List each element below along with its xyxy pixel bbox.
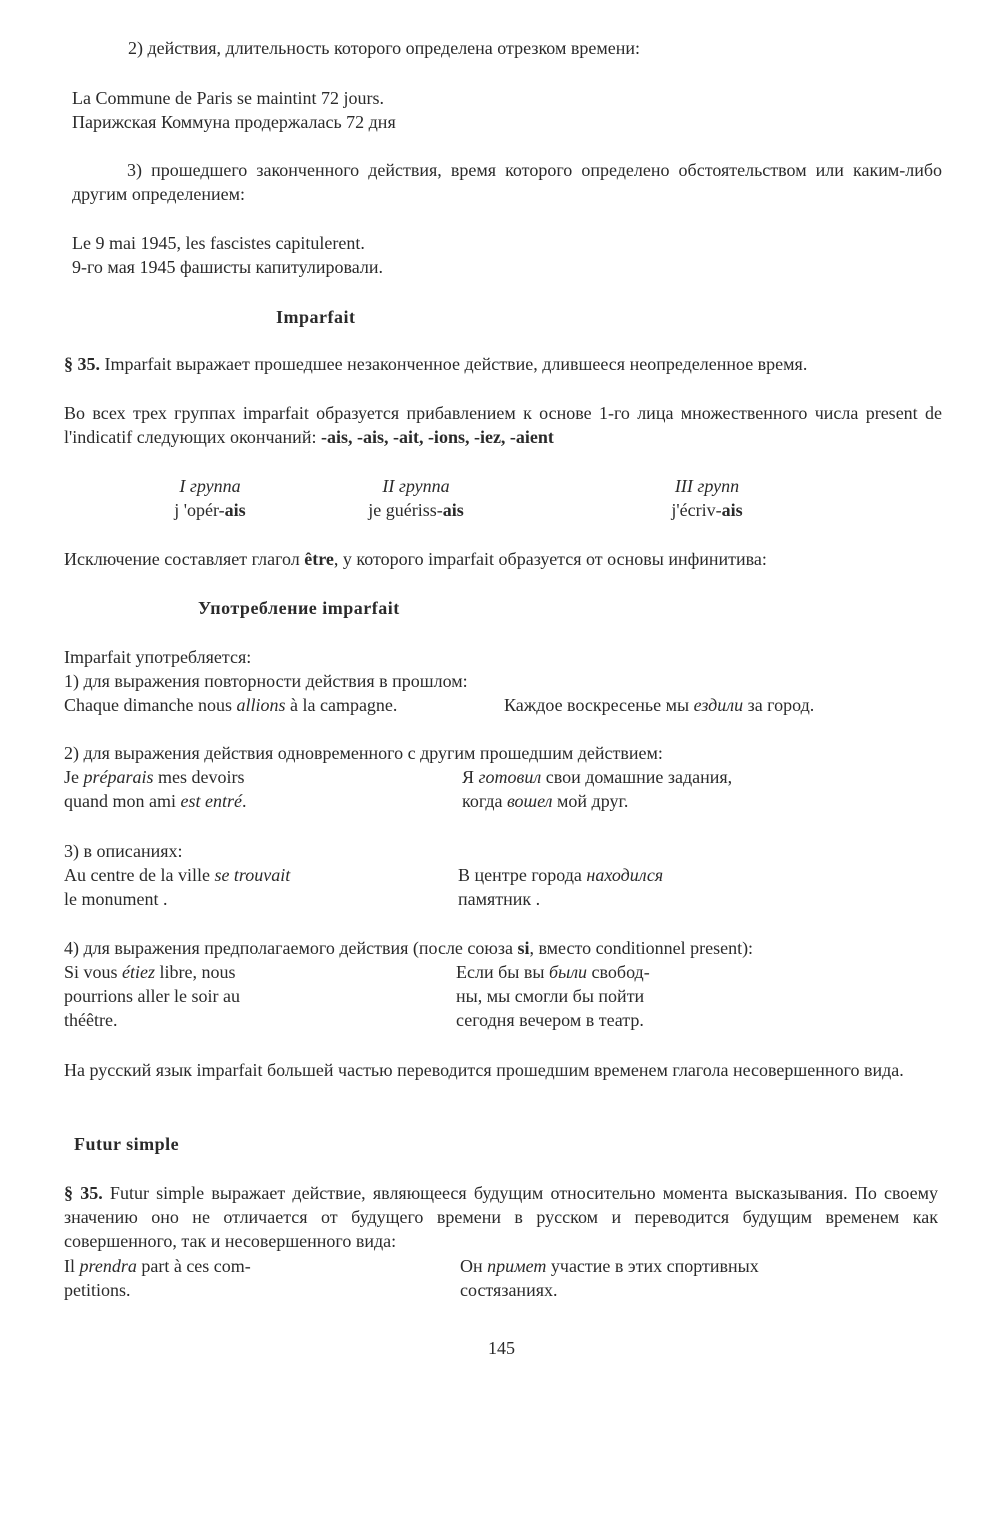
example-french-line-2: le monument . xyxy=(64,889,168,909)
example-russian-end: свобод- xyxy=(587,962,650,982)
example-french-end: libre, nous xyxy=(155,962,236,982)
example-russian: Если бы вы xyxy=(456,962,549,982)
usage-2-translation xyxy=(462,765,732,813)
example-french: Il xyxy=(64,1256,80,1276)
example-commune xyxy=(72,86,396,134)
group-3 xyxy=(617,474,797,522)
verb-italic: были xyxy=(548,962,588,982)
paragraph-item-3: 3) прошедшего законченного действия, время которого определено обстоятельством или каким-либо другим определением: xyxy=(72,160,942,204)
paragraph-formation xyxy=(64,401,942,449)
paragraph-35-imparfait xyxy=(64,352,942,376)
usage-4-text-end: , вместо conditionnel present): xyxy=(529,938,754,958)
verb-italic: étiez xyxy=(122,962,156,982)
verb-italic: ездили xyxy=(693,695,744,715)
usage-1-title: 1) для выражения повторности действия в прошлом: xyxy=(64,671,468,691)
example-russian: 9-го мая 1945 фашисты капитулировали. xyxy=(72,257,384,277)
section-number: § 35. xyxy=(64,1183,103,1203)
example-french: Au centre de la ville xyxy=(64,865,215,885)
usage-4-text: 4) для выражения предполагаемого действия (после союза xyxy=(64,938,518,958)
example-french-line-2: pourrions aller le soir au xyxy=(64,986,240,1006)
exception-text-end: , у которого imparfait образуется от основы инфинитива: xyxy=(333,549,767,569)
example-french: quand mon ami xyxy=(64,791,181,811)
usage-3-title: 3) в описаниях: xyxy=(64,841,183,861)
exception-text: Исключение составляет глагол xyxy=(64,549,305,569)
example-french: Chaque dimanche nous xyxy=(64,695,237,715)
usage-4-title xyxy=(64,936,753,960)
paragraph-exception xyxy=(64,547,767,571)
page-number: 145 xyxy=(488,1338,515,1358)
example-russian: Каждое воскресенье мы xyxy=(504,695,694,715)
group-stem: j'écriv- xyxy=(671,500,722,520)
usage-3-example xyxy=(64,863,290,911)
example-russian-end: мой друг. xyxy=(552,791,629,811)
section-text: Futur simple выражает действие, являющееся будущим относительно момента высказывания. По своему значению оно не отличается от будущего времени в русском и переводится будущим временем как совершенного, так и несовершенного вида: xyxy=(64,1183,939,1251)
verb-italic: allions xyxy=(236,695,286,715)
futur-translation xyxy=(460,1254,759,1302)
group-stem: je guériss- xyxy=(368,500,443,520)
example-french-end: mes devoirs xyxy=(153,767,245,787)
usage-3-translation xyxy=(458,863,663,911)
endings-list: -ais, -ais, -ait, -ions, -iez, -aient xyxy=(320,427,554,447)
verb-italic: prendra xyxy=(79,1256,137,1276)
example-russian-line-2: состязаниях. xyxy=(460,1280,558,1300)
paragraph-item-2: 2) действия, длительность которого определена отрезком времени: xyxy=(128,38,640,58)
example-french-end: part à ces com- xyxy=(136,1256,251,1276)
example-french-line-2: petitions. xyxy=(64,1280,131,1300)
verb-italic: находился xyxy=(586,865,664,885)
example-russian: В центре города xyxy=(458,865,587,885)
example-russian: Парижская Коммуна продержалась 72 дня xyxy=(72,112,396,132)
group-1 xyxy=(120,474,300,522)
example-russian-line-3: сегодня вечером в театр. xyxy=(456,1010,644,1030)
usage-1-example xyxy=(64,693,397,717)
group-ending: ais xyxy=(721,500,743,520)
group-stem: j 'opér- xyxy=(174,500,225,520)
example-russian: Я xyxy=(462,767,479,787)
verb-italic: préparais xyxy=(83,767,154,787)
example-french-end: à la campagne. xyxy=(285,695,398,715)
verb-italic: est entré xyxy=(180,791,242,811)
section-text: Imparfait выражает прошедшее незаконченное действие, длившееся неопределенное время. xyxy=(100,354,808,374)
verb-italic: готовил xyxy=(478,767,542,787)
verb-italic: примет xyxy=(487,1256,547,1276)
exception-verb: être xyxy=(304,549,334,569)
group-ending: ais xyxy=(442,500,464,520)
verb-italic: вошел xyxy=(506,791,553,811)
usage-intro: Imparfait употребляется: xyxy=(64,647,252,667)
futur-example xyxy=(64,1254,251,1302)
example-russian-end: свои домашние задания, xyxy=(541,767,733,787)
example-russian-line-2: памятник . xyxy=(458,889,541,909)
usage-4-translation xyxy=(456,960,650,1032)
usage-4-example xyxy=(64,960,240,1032)
heading-futur-simple: Futur simple xyxy=(74,1134,180,1154)
example-french: Le 9 mai 1945, les fascistes capitulerent. xyxy=(72,233,365,253)
conjugation-groups xyxy=(0,474,1003,524)
example-russian-end: участие в этих спортивных xyxy=(546,1256,759,1276)
example-russian-end: за город. xyxy=(743,695,815,715)
example-capitulation xyxy=(72,231,383,279)
example-russian: когда xyxy=(462,791,507,811)
paragraph-35-futur xyxy=(64,1181,938,1253)
example-russian: Он xyxy=(460,1256,488,1276)
formation-text: Во всех трех группах imparfait образуется прибавлением к основе 1-го лица множественного числа present de l'indicatif следующих окончаний: xyxy=(64,403,942,447)
section-number: § 35. xyxy=(64,354,100,374)
group-title: I группа xyxy=(179,476,241,496)
heading-usage: Употребление imparfait xyxy=(198,598,400,618)
example-russian-line-2: ны, мы смогли бы пойти xyxy=(456,986,645,1006)
example-french-line-3: théêtre. xyxy=(64,1010,118,1030)
example-french: Si vous xyxy=(64,962,123,982)
example-french-end: . xyxy=(241,791,247,811)
usage-2-example xyxy=(64,765,246,813)
usage-1-translation xyxy=(504,693,814,717)
example-french: Je xyxy=(64,767,84,787)
group-title: III групп xyxy=(674,476,740,496)
example-french: La Commune de Paris se maintint 72 jours. xyxy=(72,88,384,108)
group-2 xyxy=(326,474,506,522)
paragraph-translation-note: На русский язык imparfait большей частью переводится прошедшим временем глагола несовершенного вида. xyxy=(64,1060,904,1080)
group-ending: ais xyxy=(224,500,246,520)
verb-italic: se trouvait xyxy=(214,865,291,885)
heading-imparfait: Imparfait xyxy=(276,307,356,327)
usage-2-title: 2) для выражения действия одновременного с другим прошедшим действием: xyxy=(64,743,663,763)
conjunction-si: si xyxy=(517,938,530,958)
group-title: II группа xyxy=(382,476,450,496)
